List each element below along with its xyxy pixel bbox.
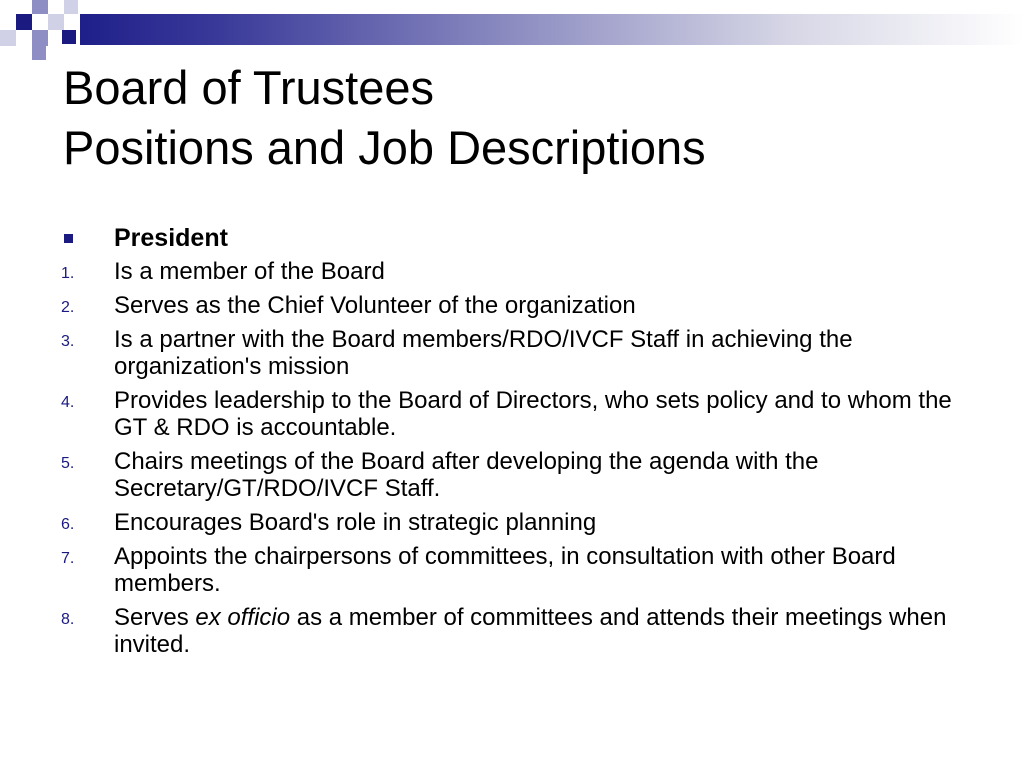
item-number: 5. [61,455,75,472]
item-text: Chairs meetings of the Board after developing the agenda with the Secretary/GT/RDO/IVCF Staff. [114,448,819,502]
role-heading-text: President [114,224,228,252]
list-item [60,448,970,502]
item-number: 4. [61,394,75,411]
square-bullet-icon [64,234,73,243]
item-text-before: Serves [114,604,196,631]
list-item [60,387,970,441]
item-text: Serves as the Chief Volunteer of the organization [114,292,636,319]
title-line-2: Positions and Job Descriptions [63,121,706,174]
item-text: Is a partner with the Board members/RDO/IVCF Staff in achieving the organization's mission [114,326,853,380]
decor-square [32,46,46,60]
duties-list [60,258,970,658]
item-text-italic: ex officio [195,604,291,631]
list-item [60,326,970,380]
decor-square [62,30,76,44]
title-line-1: Board of Trustees [63,61,434,114]
list-item [60,604,970,658]
item-text: Encourages Board's role in strategic planning [114,509,597,536]
item-number: 8. [61,611,75,628]
decor-square [48,14,64,30]
slide-title [63,58,1003,178]
item-number: 1. [61,265,75,282]
decor-square [32,30,48,46]
item-number: 7. [61,550,75,567]
item-number: 6. [61,516,75,533]
decor-square [0,30,16,46]
slide-body [60,224,970,665]
list-item [60,509,970,536]
item-number: 3. [61,333,75,350]
item-text: Is a member of the Board [114,258,385,285]
list-item [60,292,970,319]
item-number: 2. [61,299,75,316]
item-text: Provides leadership to the Board of Directors, who sets policy and to whom the GT & RDO is accountable. [114,387,952,441]
role-heading [60,224,970,253]
header-gradient-bar [80,14,1024,45]
list-item [60,258,970,285]
item-text [114,604,946,658]
list-item [60,543,970,597]
decor-square [32,0,48,14]
decor-square [64,0,78,14]
item-text: Appoints the chairpersons of committees, in consultation with other Board members. [114,543,896,597]
item-text-after: as a member of committees and attends their meetings when invited. [114,604,947,658]
decor-square [16,14,32,30]
